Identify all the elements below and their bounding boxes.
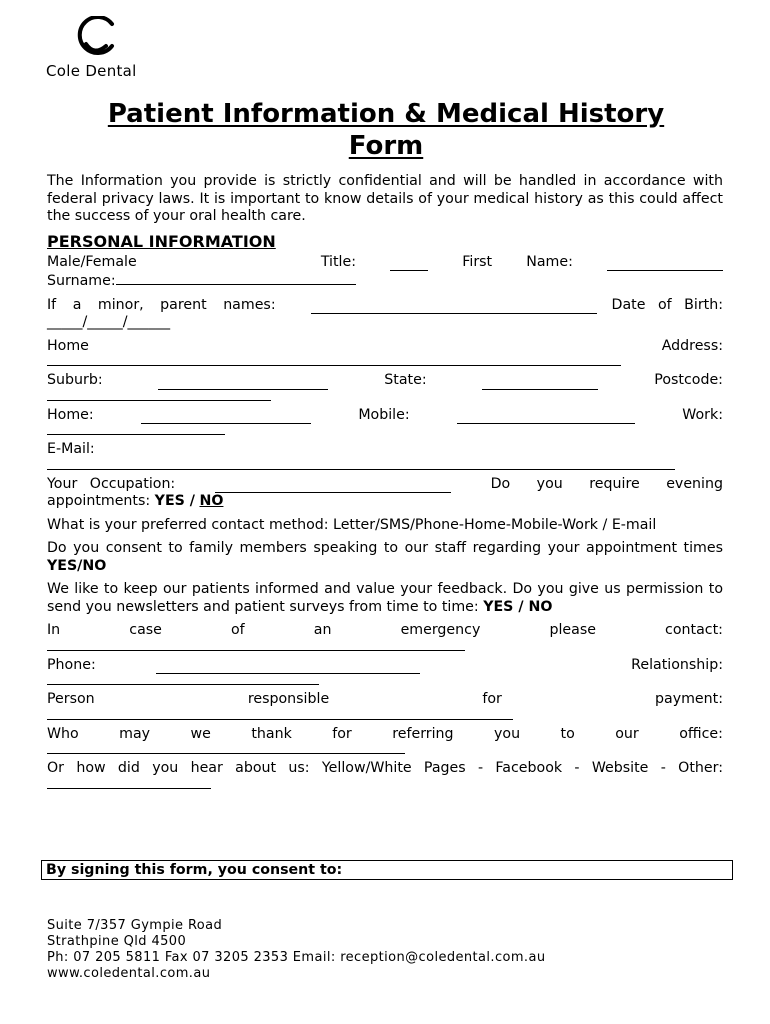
parent-names-field[interactable] xyxy=(311,300,597,314)
footer-line-3: Ph: 07 205 5811 Fax 07 3205 2353 Email: reception@coledental.com.au xyxy=(47,950,546,965)
suburb-row xyxy=(47,372,723,401)
surname-label: Surname: xyxy=(47,273,116,289)
clinic-logo xyxy=(46,16,156,80)
minor-label: If a minor, parent names: xyxy=(47,296,276,313)
newsletter-yesno[interactable]: YES / NO xyxy=(483,598,553,615)
suburb-label: Suburb: xyxy=(47,372,103,388)
payment-row xyxy=(47,691,723,720)
state-label: State: xyxy=(384,372,427,388)
work-label: Work: xyxy=(682,406,723,423)
intro-paragraph: The Information you provide is strictly confidential and will be handled in accordance with federal privacy laws. It is important to know details of your medical history as this could affect the success of your oral health care. xyxy=(47,173,723,224)
occupation-row xyxy=(47,476,723,511)
phone-row xyxy=(47,407,723,436)
dob-field[interactable]: _____/_____/______ xyxy=(47,314,171,330)
home-phone-label: Home: xyxy=(47,406,94,423)
state-field[interactable] xyxy=(482,376,598,390)
first-label: First xyxy=(462,253,493,270)
email-label: E-Mail: xyxy=(47,441,95,457)
footer-line-1: Suite 7/357 Gympie Road xyxy=(47,918,223,933)
emergency-label: In case of an emergency please contact: xyxy=(47,622,723,638)
address-label: Address: xyxy=(661,337,723,354)
minor-row xyxy=(47,297,723,332)
hear-label: Or how did you hear about us: Yellow/White Pages - Facebook - Website - Other: xyxy=(47,760,723,776)
evening-no[interactable]: NO xyxy=(199,493,224,509)
name-row xyxy=(47,254,723,291)
title-line-2: Form xyxy=(348,131,424,161)
occupation-field[interactable] xyxy=(215,479,451,493)
form-body xyxy=(47,173,723,789)
email-field[interactable] xyxy=(47,459,675,470)
email-row xyxy=(47,441,723,470)
first-name-field[interactable] xyxy=(607,257,723,271)
evening-yes[interactable]: YES / xyxy=(154,493,195,509)
home-phone-field[interactable] xyxy=(141,410,311,424)
hear-field[interactable] xyxy=(47,778,211,789)
address-field[interactable] xyxy=(47,355,621,366)
emergency-row xyxy=(47,622,723,651)
evening-question: Do you require evening xyxy=(490,475,723,492)
title-label: Title: xyxy=(320,253,356,270)
footer-line-2: Strathpine Qld 4500 xyxy=(47,934,187,949)
logo-text: Cole Dental xyxy=(46,62,137,80)
name-label: Name: xyxy=(526,253,573,270)
family-consent-yesno[interactable]: YES/NO xyxy=(47,557,107,574)
emergency-contact-field[interactable] xyxy=(47,640,465,651)
title-field[interactable] xyxy=(390,257,428,271)
relationship-field[interactable] xyxy=(47,674,319,685)
referring-label: Who may we thank for referring you to our office: xyxy=(47,725,723,742)
page-title xyxy=(46,98,726,162)
relationship-label: Relationship: xyxy=(631,656,723,673)
responsible-label: Person responsible for payment: xyxy=(47,691,723,707)
family-consent-text: Do you consent to family members speaking to our staff regarding your appointment times xyxy=(47,540,723,556)
mobile-label: Mobile: xyxy=(358,406,410,423)
cole-dental-logo-icon xyxy=(72,16,120,60)
payment-field[interactable] xyxy=(47,709,513,720)
title-line-1: Patient Information & Medical History xyxy=(107,99,665,129)
newsletter-text: We like to keep our patients informed and value your feedback. Do you give us permission to send you newsletters and patient surveys from time to time: xyxy=(47,581,723,615)
section-heading: PERSONAL INFORMATION xyxy=(47,231,276,251)
surname-field[interactable] xyxy=(116,271,356,285)
contact-method-row: What is your preferred contact method: Letter/SMS/Phone-Home-Mobile-Work / E-mail xyxy=(47,516,657,533)
postcode-label: Postcode: xyxy=(654,372,723,388)
gender-label: Male/Female xyxy=(47,253,137,270)
consent-box: By signing this form, you consent to: xyxy=(41,860,733,880)
relationship-row xyxy=(47,657,723,686)
address-row xyxy=(47,338,723,367)
referral-field[interactable] xyxy=(47,743,405,754)
evening-appointments-text: appointments: xyxy=(47,493,155,509)
emergency-phone-field[interactable] xyxy=(156,660,420,674)
postcode-field[interactable] xyxy=(47,390,271,401)
suburb-field[interactable] xyxy=(158,376,328,390)
phone-label: Phone: xyxy=(47,656,96,673)
dob-label: Date of Birth: xyxy=(611,296,723,313)
mobile-field[interactable] xyxy=(457,410,635,424)
home-address-label: Home xyxy=(47,337,89,354)
newsletter-row xyxy=(47,581,723,616)
occupation-label: Your Occupation: xyxy=(47,475,176,492)
footer-line-4: www.coledental.com.au xyxy=(47,966,211,981)
referral-row xyxy=(47,726,723,755)
work-phone-field[interactable] xyxy=(47,424,225,435)
family-consent-row xyxy=(47,540,723,575)
hear-row xyxy=(47,760,723,789)
footer-address xyxy=(47,918,545,982)
